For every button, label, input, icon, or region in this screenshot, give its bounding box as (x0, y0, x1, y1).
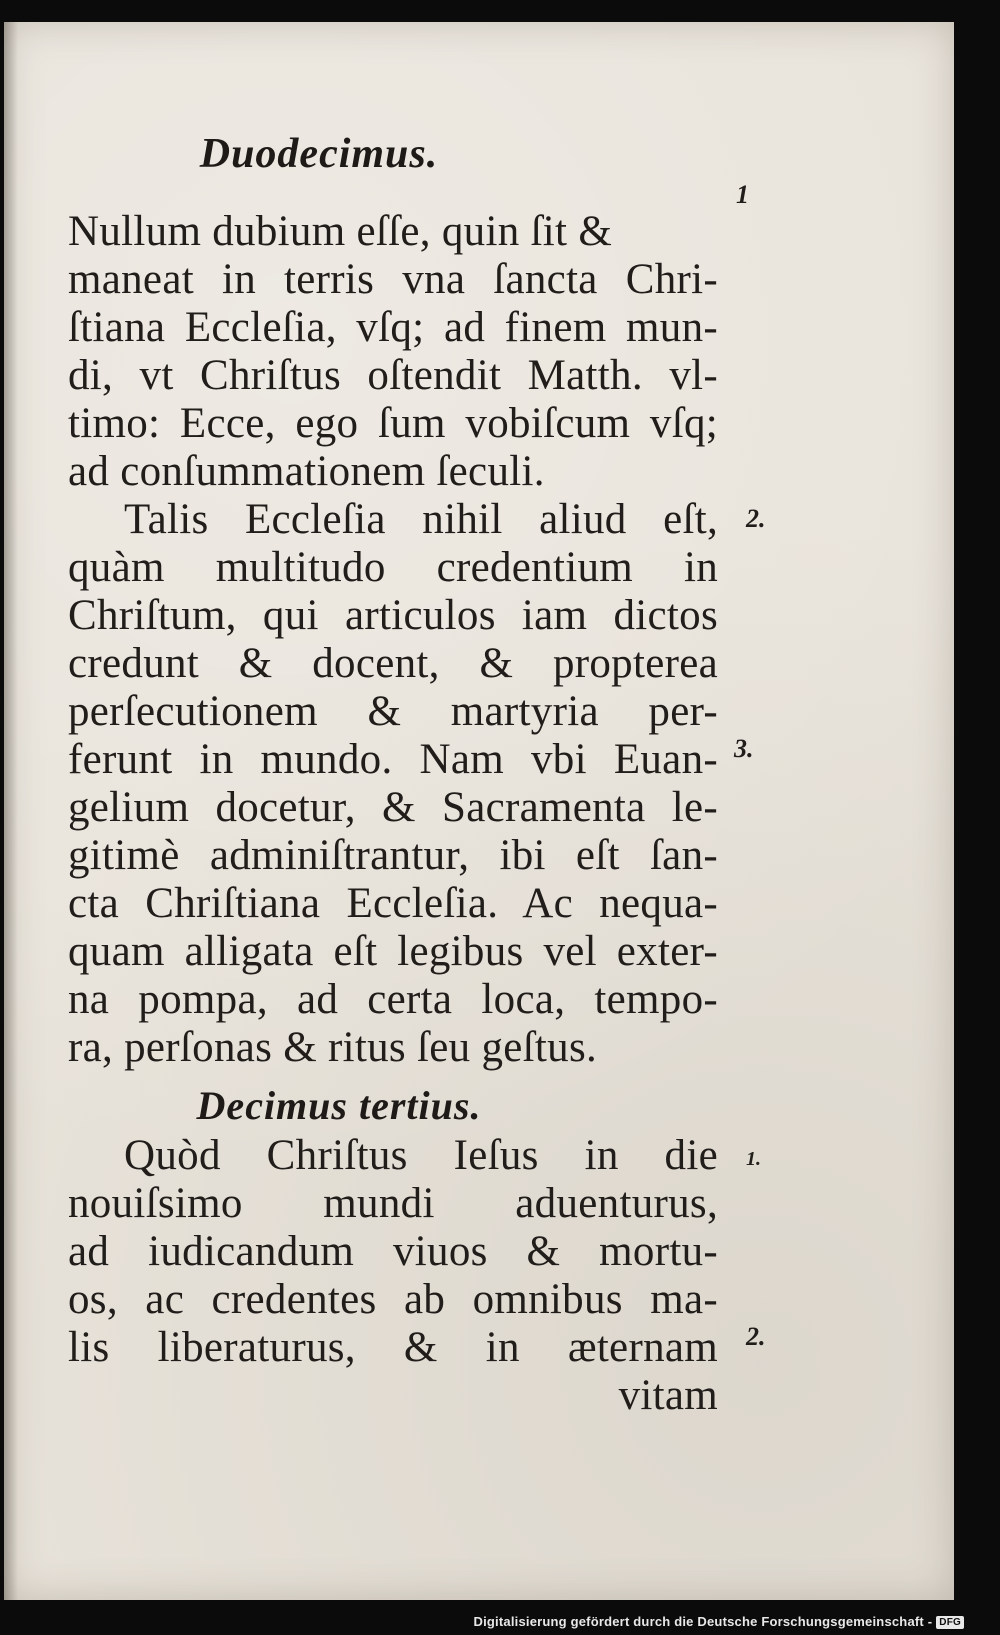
text-line: os, ac credentes ab omnibus ma- (68, 1276, 718, 1323)
dfg-logo: DFG (936, 1616, 964, 1629)
text-line: maneat in terris vna ſancta Chri- (68, 256, 718, 303)
text-line: na pompa, ad certa loca, tempo- (68, 976, 718, 1023)
margin-number: 2. (746, 1322, 766, 1351)
section-heading-duodecimus: Duodecimus. (199, 131, 439, 177)
margin-number: 1 (736, 180, 749, 209)
text-line: lis liberaturus, & in æternam (68, 1324, 718, 1371)
text-line: timo: Ecce, ego ſum vobiſcum vſq; (68, 400, 718, 447)
margin-number: 1. (746, 1148, 761, 1170)
text-line: ferunt in mundo. Nam vbi Euan- (68, 736, 718, 783)
book-page (4, 22, 954, 1600)
footer-text: Digitalisierung gefördert durch die Deutsche Forschungsgemeinschaft - (473, 1613, 933, 1629)
text-line: gitimè adminiſtrantur, ibi eſt ſan- (68, 832, 718, 879)
text-line: quam alligata eſt legibus vel exter- (68, 928, 718, 975)
text-line: perſecutionem & martyria per- (68, 688, 718, 735)
section-heading-decimus-tertius: Decimus tertius. (196, 1083, 482, 1128)
catchword: vitam (618, 1372, 718, 1419)
text-line: quàm multitudo credentium in (68, 544, 718, 591)
text-line: ad conſummationem ſeculi. (68, 448, 545, 495)
margin-number: 2. (746, 504, 766, 533)
text-line: Quòd Chriſtus Ieſus in die (124, 1132, 718, 1179)
digitization-credit (474, 1614, 964, 1629)
text-line: nouiſsimo mundi aduenturus, (68, 1180, 718, 1227)
margin-number: 3. (734, 734, 754, 763)
text-line: ad iudicandum viuos & mortu- (68, 1228, 718, 1275)
text-line: di, vt Chriſtus oſtendit Matth. vl- (68, 352, 718, 399)
text-line: Chriſtum, qui articulos iam dictos (68, 592, 718, 639)
text-line: ſtiana Eccleſia, vſq; ad finem mun- (68, 304, 718, 351)
text-line: gelium docetur, & Sacramenta le- (68, 784, 718, 831)
text-line: Talis Eccleſia nihil aliud eſt, (124, 496, 718, 543)
text-line: Nullum dubium eſſe, quin ſit & (68, 208, 613, 255)
text-line: cta Chriſtiana Eccleſia. Ac nequa- (68, 880, 718, 927)
text-line: ra, perſonas & ritus ſeu geſtus. (68, 1024, 598, 1071)
text-line: credunt & docent, & propterea (68, 640, 718, 687)
binding-shadow (4, 22, 18, 1600)
